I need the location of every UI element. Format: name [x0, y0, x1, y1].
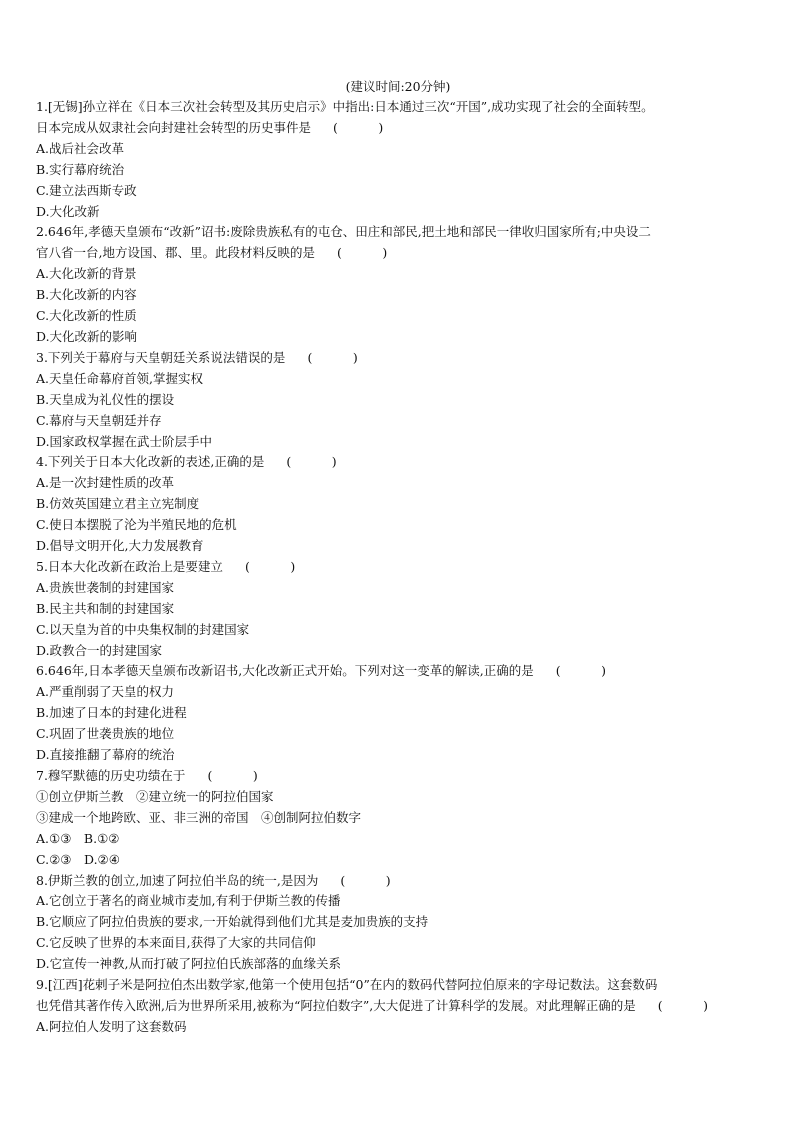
- question-3: [36, 348, 760, 453]
- question-stem-line: [36, 996, 760, 1017]
- answer-option: A.阿拉伯人发明了这套数码: [36, 1018, 187, 1034]
- answer-option: C.以天皇为首的中央集权制的封建国家: [36, 621, 250, 637]
- answer-blank[interactable]: ( ): [340, 872, 405, 888]
- answer-option: D.倡导文明开化,大力发展教育: [36, 538, 204, 554]
- question-stem-text: 6.646年,日本孝德天皇颁布改新诏书,大化改新正式开始。下列对这一变革的解读,正确的是: [36, 663, 534, 679]
- question-stem-text: 4.下列关于日本大化改新的表述,正确的是: [36, 454, 265, 470]
- question-stem-text: 7.穆罕默德的历史功绩在于: [36, 768, 186, 783]
- suggested-time: (建议时间:20分钟): [345, 79, 451, 94]
- answer-option: B.它顺应了阿拉伯贵族的要求,一开始就得到他们尤其是麦加贵族的支持: [36, 914, 429, 930]
- answer-option: C.巩固了世袭贵族的地位: [36, 726, 175, 742]
- answer-blank[interactable]: ( ): [555, 663, 620, 679]
- answer-blank[interactable]: ( ): [307, 349, 372, 365]
- answer-blank[interactable]: ( ): [244, 558, 310, 574]
- answer-option: C.使日本摆脱了沦为半殖民地的危机: [36, 517, 237, 533]
- answer-option: B.民主共和制的封建国家: [36, 600, 175, 616]
- answer-option: C.幕府与天皇朝廷并存: [36, 412, 162, 428]
- answer-option: A.大化改新的背景: [36, 266, 137, 282]
- question-stem-text: 1.[无锡]孙立祥在《日本三次社会转型及其历史启示》中指出:日本通过三次“开国”,成功实现了社会的全面转型。: [36, 99, 654, 114]
- answer-option: C.建立法西斯专政: [36, 182, 137, 198]
- answer-blank[interactable]: ( ): [657, 997, 722, 1013]
- question-stem-text: 2.646年,孝德天皇颁布“改新”诏书:废除贵族私有的屯仓、田庄和部民,把土地和部民一律收归国家所有;中央设二: [36, 224, 651, 240]
- question-stem-line: [36, 975, 760, 996]
- question-2: [36, 222, 760, 347]
- question-stem-line: [36, 348, 760, 369]
- question-stem-text: 日本完成从奴隶社会向封建社会转型的历史事件是: [36, 119, 312, 135]
- question-stem-text: 3.下列关于幕府与天皇朝廷关系说法错误的是: [36, 349, 286, 365]
- answer-option: ①创立伊斯兰教 ②建立统一的阿拉伯国家: [36, 788, 274, 804]
- question-9: [36, 975, 760, 1038]
- answer-blank[interactable]: ( ): [207, 768, 272, 783]
- answer-option: C.大化改新的性质: [36, 308, 137, 324]
- answer-blank[interactable]: ( ): [336, 245, 402, 261]
- answer-blank[interactable]: ( ): [286, 454, 351, 470]
- answer-option: A.它创立于著名的商业城市麦加,有利于伊斯兰教的传播: [36, 893, 341, 909]
- question-stem-text: 8.伊斯兰教的创立,加速了阿拉伯半岛的统一,是因为: [36, 872, 319, 888]
- question-6: [36, 661, 760, 766]
- answer-option: D.它宣传一神教,从而打破了阿拉伯氏族部落的血缘关系: [36, 956, 342, 972]
- answer-option: A.战后社会改革: [36, 140, 125, 156]
- answer-option: D.直接推翻了幕府的统治: [36, 747, 175, 763]
- answer-option: D.国家政权掌握在武士阶层手中: [36, 433, 213, 449]
- answer-option: B.天皇成为礼仪性的摆设: [36, 391, 175, 407]
- answer-option: ③建成一个地跨欧、亚、非三洲的帝国 ④创制阿拉伯数字: [36, 809, 362, 825]
- question-stem-line: [36, 97, 760, 118]
- answer-option: D.大化改新: [36, 203, 100, 219]
- question-4: [36, 452, 760, 557]
- question-stem-line: [36, 452, 760, 473]
- question-stem-line: [36, 118, 760, 139]
- question-stem-line: [36, 243, 760, 264]
- answer-blank[interactable]: ( ): [333, 119, 398, 135]
- answer-option: C.它反映了世界的本来面目,获得了大家的共同信仰: [36, 935, 316, 951]
- answer-option: B.加速了日本的封建化进程: [36, 705, 187, 721]
- question-1: [36, 97, 760, 222]
- answer-option: A.严重削弱了天皇的权力: [36, 684, 175, 700]
- answer-option: B.实行幕府统治: [36, 161, 125, 177]
- question-stem-text: 9.[江西]花剌子米是阿拉伯杰出数学家,他第一个使用包括“0”在内的数码代替阿拉伯原来的字母记数法。这套数码: [36, 977, 658, 993]
- question-stem-line: [36, 222, 760, 243]
- question-8: [36, 871, 760, 976]
- answer-option: D.政教合一的封建国家: [36, 642, 163, 658]
- answer-option: A.是一次封建性质的改革: [36, 475, 175, 491]
- question-stem-line: [36, 661, 760, 682]
- answer-option: A.①③ B.①②: [36, 830, 120, 846]
- answer-option: A.贵族世袭制的封建国家: [36, 579, 175, 595]
- answer-option: D.大化改新的影响: [36, 328, 138, 344]
- answer-option: A.天皇任命幕府首领,掌握实权: [36, 370, 203, 386]
- worksheet: [36, 78, 760, 1038]
- answer-option: B.大化改新的内容: [36, 287, 137, 303]
- question-stem-line: [36, 871, 760, 892]
- question-5: [36, 557, 760, 662]
- question-stem-line: [36, 766, 760, 787]
- answer-option: B.仿效英国建立君主立宪制度: [36, 496, 200, 512]
- question-stem-text: 5.日本大化改新在政治上是要建立: [36, 558, 223, 574]
- question-stem-text: 也凭借其著作传入欧洲,后为世界所采用,被称为“阿拉伯数字”,大大促进了计算科学的发展。对此理解正确的是: [36, 997, 636, 1013]
- question-7: [36, 766, 760, 871]
- answer-option: C.②③ D.②④: [36, 851, 120, 867]
- question-stem-line: [36, 557, 760, 578]
- question-list: [36, 97, 760, 1038]
- question-stem-text: 官八省一台,地方设国、郡、里。此段材料反映的是: [36, 245, 315, 261]
